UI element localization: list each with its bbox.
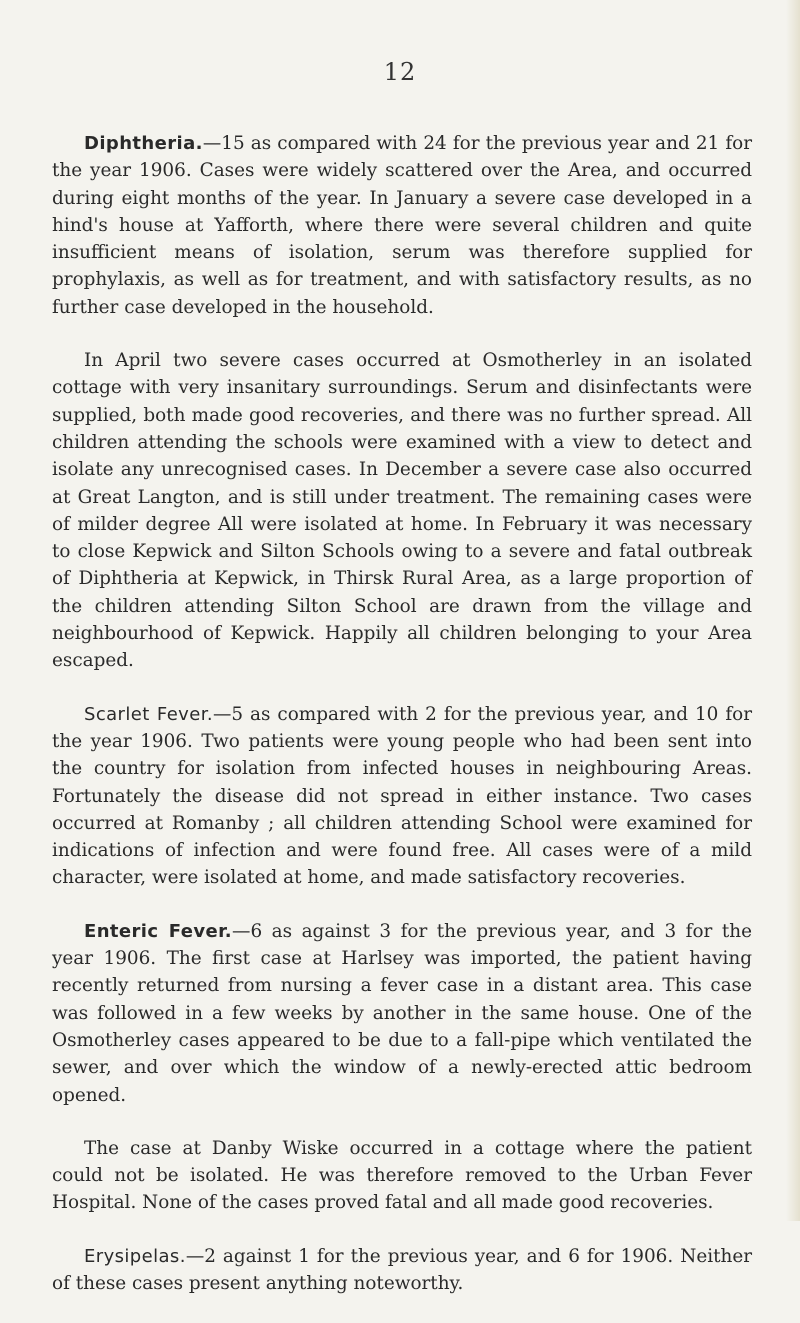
diphtheria-paragraph-2: In April two severe cases occurred at Osmotherley in an isolated cottage with very insanitary surroundings. Serum and disinfectants were supplied, both made good recoveries, and there was no further spread. All children attending the schools were examined with a view to detect and isolate any unrecognised cases. In December a severe case also occurred at Great Langton, and is still under treatment. The remaining cases were of milder degree All were isolated at home. In February it was necessary to close Kepwick and Silton Schools owing to a severe and fatal outbreak of Diphtheria at Kepwick, in Thirsk Rural Area, as a large proportion of the children attending Silton School are drawn from the village and neighbourhood of Kepwick. Happily all children belonging to your Area escaped. (52, 350, 752, 672)
enteric-fever-heading: Enteric Fever. (84, 920, 233, 942)
erysipelas-paragraph (52, 1243, 752, 1298)
erysipelas-body: —2 against 1 for the previous year, and 6 for 1906. Neither of these cases present anything noteworthy. (52, 1245, 752, 1294)
scarlet-fever-heading: Scarlet Fever. (84, 703, 213, 725)
enteric-fever-body: —6 as against 3 for the previous year, and 3 for the year 1906. The first case at Harlsey was imported, the patient having recently returned from nursing a fever case in a distant area. This case was followed in a few weeks by another in the same house. One of the Osmotherley cases appeared to be due to a fall-pipe which ventilated the sewer, and over which the window of a newly-erected attic bedroom opened. (52, 920, 752, 1106)
page-number: 12 (383, 58, 417, 86)
page-edge-shadow (786, 0, 800, 1221)
diphtheria-heading: Diphtheria. (84, 133, 203, 154)
enteric-fever-paragraph-2: The case at Danby Wiske occurred in a cottage where the patient could not be isolated. He was therefore removed to the Urban Fever Hospital. None of the cases proved fatal and all made good recoveries. (52, 1137, 752, 1214)
scarlet-fever-paragraph (52, 701, 752, 892)
scarlet-fever-body: —5 as compared with 2 for the previous year, and 10 for the year 1906. Two patients were young people who had been sent into the country for isolation from infected houses in neighbouring Areas. Fortunately the disease did not spread in either instance. Two cases occurred at Romanby ; all children attending School were examined for indications of infection and were found free. All cases were of a mild character, were isolated at home, and made satisfactory recoveries. (52, 703, 752, 889)
enteric-fever-paragraph (52, 918, 752, 1109)
diphtheria-paragraph (52, 130, 752, 321)
document-body (52, 130, 752, 1323)
erysipelas-heading: Erysipelas. (84, 1245, 186, 1267)
diphtheria-body: —15 as compared with 24 for the previous year and 21 for the year 1906. Cases were widely scattered over the Area, and occurred during eight months of the year. In January a severe case developed in a hind's house at Yafforth, where there were several children and quite insufficient means of isolation, serum was therefore supplied for prophylaxis, as well as for treatment, and with satisfactory results, as no further case developed in the household. (52, 133, 752, 318)
